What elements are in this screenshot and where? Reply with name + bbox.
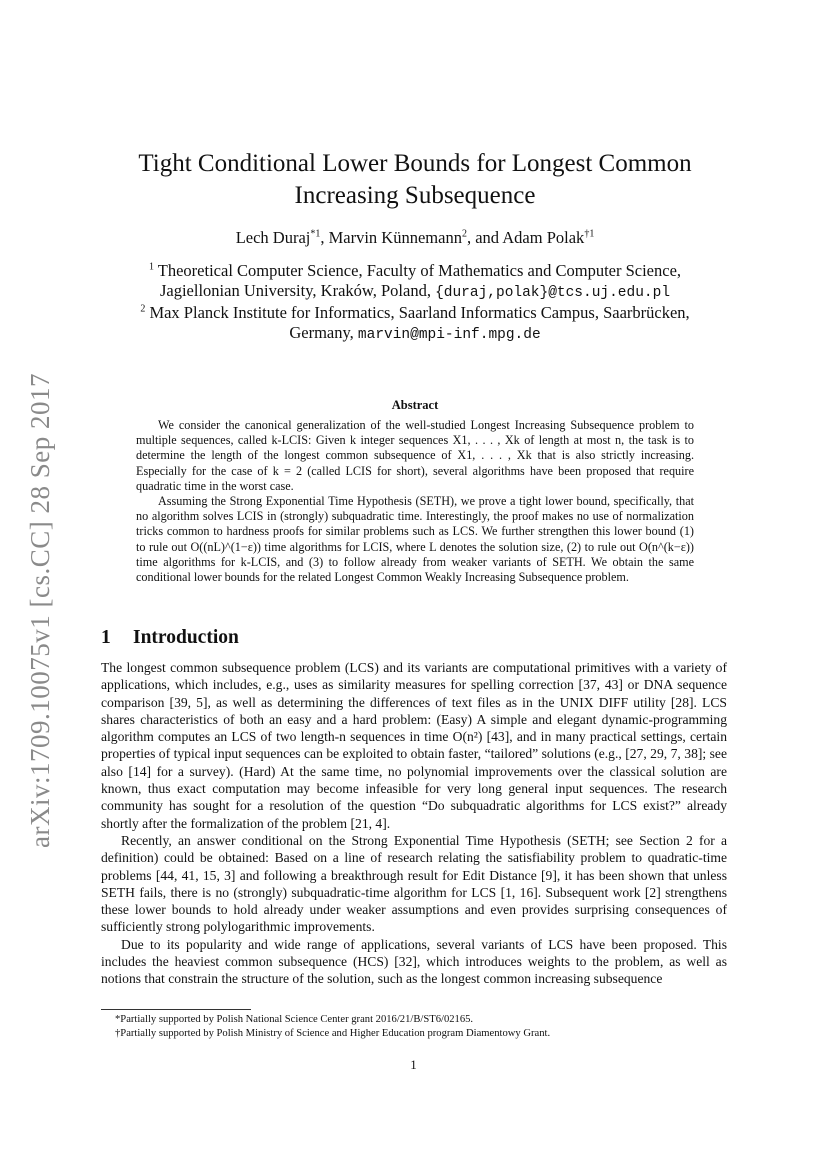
affiliation-mark: 1 — [148, 261, 154, 273]
section-heading — [101, 627, 239, 649]
author-name: Adam Polak — [502, 228, 585, 247]
section-title: Introduction — [133, 627, 239, 648]
affiliation-email[interactable]: {duraj,polak}@tcs.uj.edu.pl — [435, 285, 671, 301]
arxiv-identifier — [20, 365, 60, 855]
body-paragraph: The longest common subsequence problem (LCS) and its variants are computational primitives with a variety of applications, which includes, e.g., uses as similarity measures for spelling correction [37, 43] or DNA sequence comparison [39, 5], as well as determining the differences of text files as in the UNIX DIFF utility [28]. LCS shares characteristics of both an easy and a hard problem: (Easy) A simple and elegant dynamic-programming algorithm computes an LCS of two length-n sequences in time O(n²) [43], and in many practical settings, certain properties of typical input sequences can be exploited to obtain faster, “tailored” solutions (e.g., [27, 29, 7, 38]; see also [14] for a survey). (Hard) At the same time, no polynomial improvements over the classical solution are known, thus exact computation may become infeasible for very long general input sequences. The research community has sought for a resolution of the question “Do subquadratic algorithms for LCS exist?” already shortly after the formalization of the problem [21, 4]. — [101, 660, 727, 831]
abstract-paragraph: Assuming the Strong Exponential Time Hypothesis (SETH), we prove a tight lower bound, specifically, that no algorithm solves LCIS in (strongly) subquadratic time. Interestingly, the proof makes no use of normalization tricks common to hardness proofs for similar problems such as LCS. We further strengthen this lower bound (1) to rule out O((nL)^(1−ε)) time algorithms for LCIS, where L denotes the solution size, (2) to rule out O(n^(k−ε)) time algorithms for k-LCIS, and (3) to follow already from weaker variants of SETH. We obtain the same conditional lower bounds for the related Longest Common Weakly Increasing Subsequence problem. — [136, 494, 694, 585]
body-paragraph: Due to its popularity and wide range of applications, several variants of LCS have been proposed. This includes the heaviest common subsequence (HCS) [32], which introduces weights to the problem, as well as notions that constrain the structure of the solution, such as the longest common increasing subsequence — [101, 936, 727, 987]
author-separator: , — [320, 228, 329, 247]
affiliation-mark: 2 — [140, 303, 146, 315]
author-name: Lech Duraj — [235, 228, 311, 247]
section-number: 1 — [101, 627, 111, 648]
body-paragraph: Recently, an answer conditional on the Strong Exponential Time Hypothesis (SETH; see Section 2 for a definition) could be obtained: Based on a line of research relating the satisfiability problem to quadratic-time problems [44, 41, 15, 3] and following a breakthrough result for Edit Distance [9], it has been shown that unless SETH fails, there is no (strongly) subquadratic-time algorithm for LCS [1, 16]. Subsequent work [2] strengthens these lower bounds to hold already under weaker assumptions and even provides surprising consequences of sufficiently strong polylogarithmic improvements. — [101, 832, 727, 935]
affiliation-text: Theoretical Computer Science, Faculty of Mathematics and Computer Science, — [153, 261, 682, 280]
author-affiliation-mark: 2 — [461, 228, 467, 240]
affiliation-text: Jagiellonian University, Kraków, Poland, — [159, 281, 436, 300]
footnote: †Partially supported by Polish Ministry of Science and Higher Education program Diamentowy Grant. — [115, 1028, 551, 1039]
author-list — [90, 227, 740, 249]
affiliation-1 — [90, 261, 740, 281]
affiliation-text: Germany, — [289, 323, 358, 342]
abstract-paragraph: We consider the canonical generalization of the well-studied Longest Increasing Subsequence problem to multiple sequences, called k-LCIS: Given k integer sequences X1, . . . , Xk of length at most n, the task is to determine the length of the longest common subsequence of X1, . . . , Xk that is also strictly increasing. Especially for the case of k = 2 (called LCIS for short), several algorithms have been proposed that require quadratic time in the worst case. — [136, 418, 694, 493]
affiliation-2 — [90, 303, 740, 323]
author-affiliation-mark: †1 — [584, 228, 595, 240]
affiliation-text: Max Planck Institute for Informatics, Saarland Informatics Campus, Saarbrücken, — [145, 303, 690, 322]
footnote: *Partially supported by Polish National Science Center grant 2016/21/B/ST6/02165. — [115, 1014, 474, 1025]
paper-title: Tight Conditional Lower Bounds for Longest Common Increasing Subsequence — [138, 150, 692, 209]
author-separator: , and — [466, 228, 503, 247]
footnotes — [101, 1013, 727, 1041]
arxiv-identifier-text: arXiv:1709.10075v1 [cs.CC] 28 Sep 2017 — [24, 372, 55, 848]
abstract — [136, 418, 694, 585]
affiliation-1-cont — [90, 281, 740, 303]
body-text — [101, 659, 727, 988]
affiliation-2-cont — [90, 323, 740, 345]
affiliations — [90, 261, 740, 345]
affiliation-email[interactable]: marvin@mpi-inf.mpg.de — [357, 327, 541, 343]
footnote-rule — [101, 1009, 251, 1010]
abstract-heading: Abstract — [391, 398, 439, 412]
author-affiliation-mark: *1 — [310, 228, 321, 240]
page-number: 1 — [410, 1057, 417, 1072]
author-name: Marvin Künnemann — [328, 228, 462, 247]
